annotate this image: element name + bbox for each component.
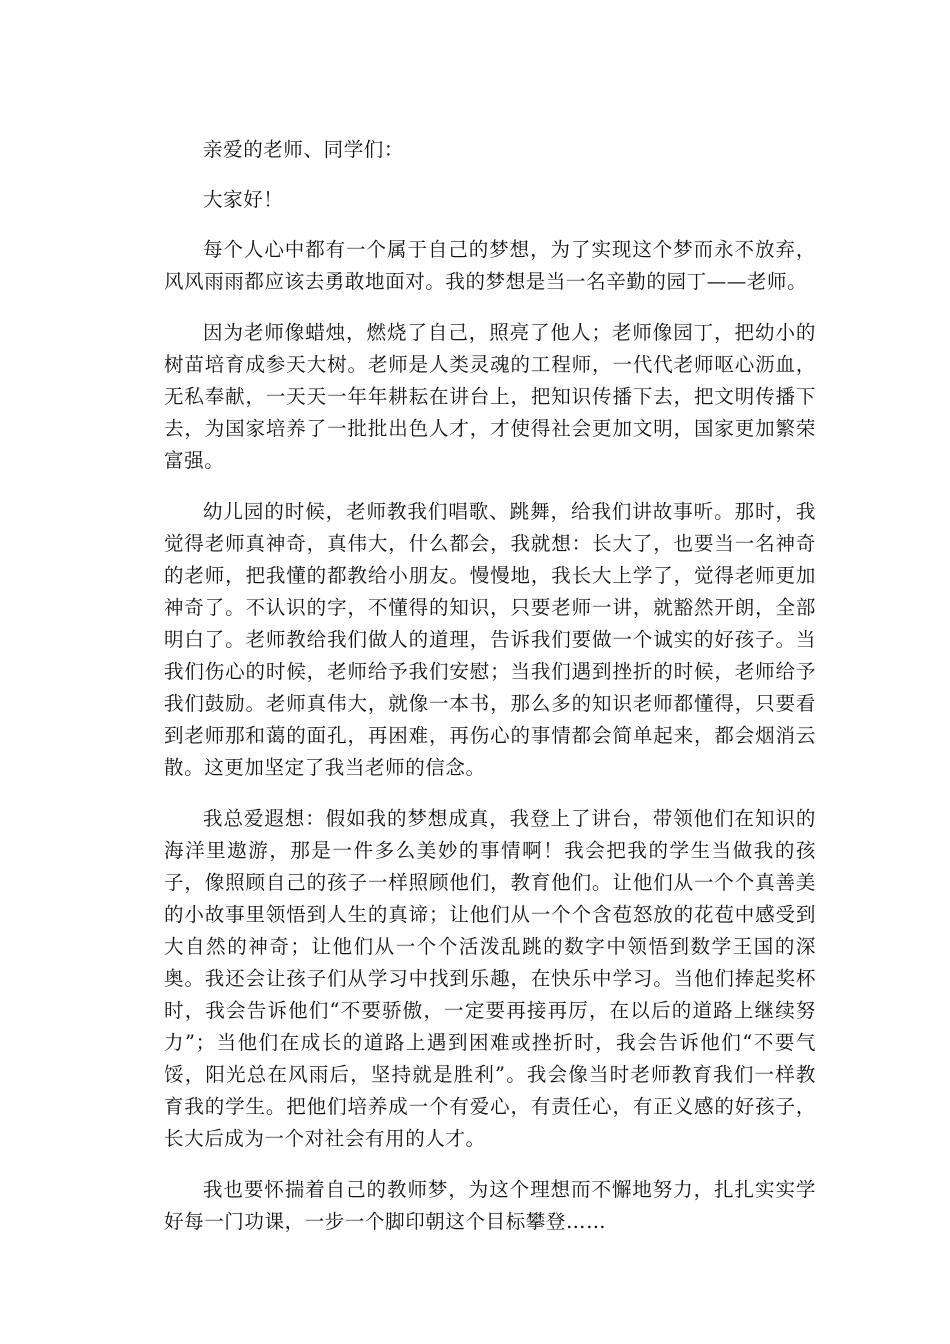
paragraph-childhood-memories: 幼儿园的时候，老师教我们唱歌、跳舞，给我们讲故事听。那时，我觉得老师真神奇，真伟大，什么都会，我就想：长大了，也要当一名神奇的老师，把我懂的都教给小朋友。慢慢地，我长大上学了，觉得老师更加神奇了。不认识的字，不懂得的知识，只要老师一讲，就豁然开朗，全部明白了。老师教给我们做人的道理，告诉我们要做一个诚实的好孩子。当我们伤心的时候，老师给予我们安慰；当我们遇到挫折的时候，老师给予我们鼓励。老师真伟大，就像一本书，那么多的知识老师都懂得，只要看到老师那和蔼的面孔，再困难，再伤心的事情都会简单起来，都会烟消云散。这更加坚定了我当老师的信念。 bbox=[164, 500, 816, 779]
paragraph-dream-intro: 每个人心中都有一个属于自己的梦想，为了实现这个梦而永不放弃，风风雨雨都应该去勇敢地面对。我的梦想是当一名辛勤的园丁——老师。 bbox=[164, 238, 816, 293]
paragraph-teacher-metaphors: 因为老师像蜡烛，燃烧了自己，照亮了他人；老师像园丁，把幼小的树苗培育成参天大树。老师是人类灵魂的工程师，一代代老师呕心沥血，无私奉献，一天天一年年耕耘在讲台上，把知识传播下去，把文明传播下去，为国家培养了一批批出色人才，才使得社会更加文明，国家更加繁荣富强。 bbox=[164, 321, 816, 472]
salutation: 亲爱的老师、同学们： bbox=[203, 138, 405, 161]
greeting: 大家好！ bbox=[203, 188, 284, 211]
paragraph-conclusion: 我也要怀揣着自己的教师梦，为这个理想而不懈地努力，扎扎实实学好每一门功课，一步一个脚印朝这个目标攀登…… bbox=[164, 1178, 816, 1233]
speech-body bbox=[164, 134, 816, 1257]
paragraph-imagination: 我总爱遐想：假如我的梦想成真，我登上了讲台，带领他们在知识的海洋里遨游，那是一件多么美妙的事情啊！我会把我的学生当做我的孩子，像照顾自己的孩子一样照顾他们，教育他们。让他们从一个个真善美的小故事里领悟到人生的真谛；让他们从一个个含苞怒放的花苞中感受到大自然的神奇；让他们从一个个活泼乱跳的数字中领悟到数学王国的深奥。我还会让孩子们从学习中找到乐趣，在快乐中学习。当他们捧起奖杯时，我会告诉他们“不要骄傲，一定要再接再厉，在以后的道路上继续努力”；当他们在成长的道路上遇到困难或挫折时，我会告诉他们“不要气馁，阳光总在风雨后，坚持就是胜利”。我会像当时老师教育我们一样教育我的学生。把他们培养成一个有爱心，有责任心，有正义感的好孩子，长大后成为一个对社会有用的人才。 bbox=[164, 807, 816, 1150]
